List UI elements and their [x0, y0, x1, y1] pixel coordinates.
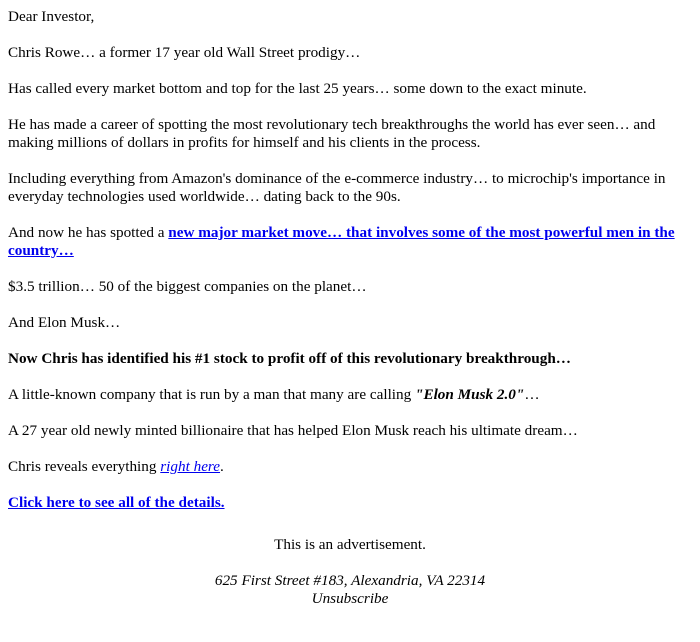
see-details-link[interactable]: Click here to see all of the details. [8, 494, 225, 511]
greeting: Dear Investor, [8, 8, 95, 25]
market-move-prefix: And now he has spotted a [8, 224, 169, 241]
email-footer [0, 536, 700, 608]
paragraph-trillion: $3.5 trillion… 50 of the biggest companies on the planet… [8, 278, 367, 295]
elon-musk-2-emphasis: "Elon Musk 2.0" [415, 386, 525, 403]
mailing-address: 625 First Street #183, Alexandria, VA 22314 [214, 572, 486, 589]
paragraph-history: Including everything from Amazon's dominance of the e-commerce industry… to microchip's importance in everyday technologies used worldwide… dating back to the 90s. [8, 170, 666, 205]
right-here-link[interactable]: right here [160, 458, 221, 475]
paragraph-intro: Chris Rowe… a former 17 year old Wall Street prodigy… [8, 44, 361, 61]
advertisement-notice: This is an advertisement. [274, 536, 426, 553]
paragraph-career: He has made a career of spotting the most revolutionary tech breakthroughs the world has ever seen… and making millions of dollars in profits for himself and his clients in the process. [8, 116, 656, 151]
market-move-link[interactable]: new major market move… that involves some of the most powerful men in the country… [8, 224, 675, 259]
reveals-prefix: Chris reveals everything [8, 458, 161, 475]
paragraph-reveals [8, 458, 692, 476]
company-prefix: A little-known company that is run by a man that many are calling [8, 386, 416, 403]
paragraph-elon: And Elon Musk… [8, 314, 121, 331]
top-stock-headline: Now Chris has identified his #1 stock to profit off of this revolutionary breakthrough… [8, 350, 571, 367]
paragraph-company [8, 386, 692, 404]
unsubscribe-text[interactable]: Unsubscribe [311, 590, 389, 607]
reveals-suffix: . [220, 458, 224, 475]
paragraph-cta [8, 494, 692, 512]
paragraph-market-move [8, 224, 692, 260]
paragraph-billionaire: A 27 year old newly minted billionaire that has helped Elon Musk reach his ultimate dream… [8, 422, 578, 439]
paragraph-market-calls: Has called every market bottom and top for the last 25 years… some down to the exact minute. [8, 80, 587, 97]
paragraph-top-stock [8, 350, 692, 368]
company-suffix: … [524, 386, 540, 403]
